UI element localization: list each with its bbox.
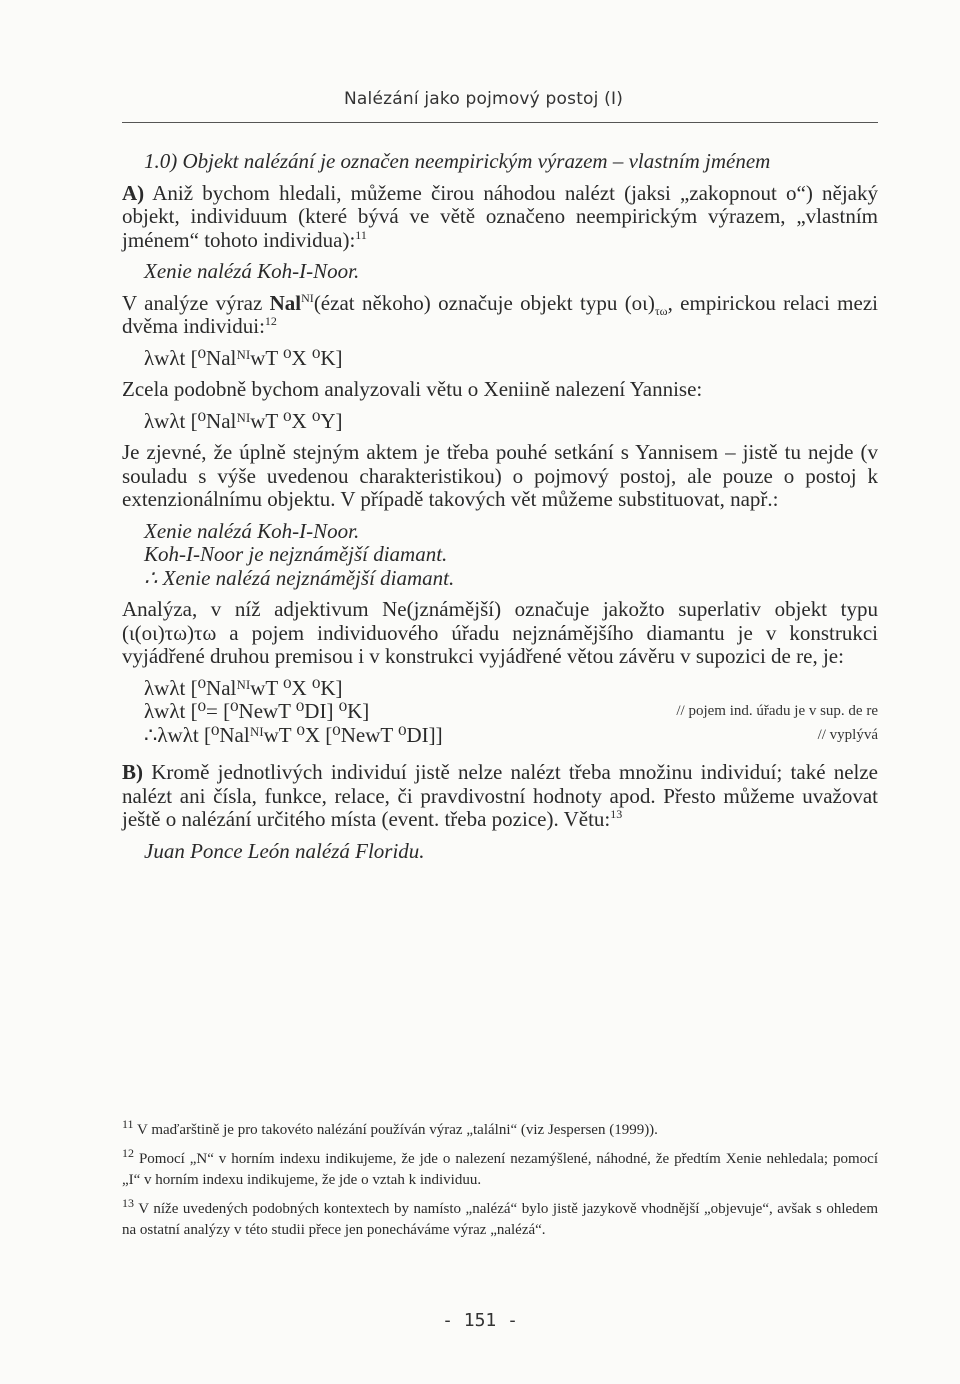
example-1: Xenie nalézá Koh-I-Noor. [144,259,360,283]
example-4: ∴ Xenie nalézá nejznámější diamant. [144,565,455,590]
formula-1: λwλt [⁰NalᴺᴵwT ⁰X ⁰K] [144,345,343,370]
footnote-12 [122,1146,879,1191]
footnote-11 [122,1117,878,1141]
formula-2: λwλt [⁰NalᴺᴵwT ⁰X ⁰Y] [144,408,343,433]
footnote-ref-11: 11 [355,227,367,242]
running-header: Nalézání jako pojmový postoj (I) [344,89,624,109]
analysis-text-3: , empirickou relaci mezi dvěma individui: [122,290,878,338]
analysis-nal: Nal [269,290,302,315]
footnote-ref-13: 13 [610,807,623,821]
example-3: Koh-I-Noor je nejznámější diamant. [144,542,448,566]
footnotes [122,1117,879,1249]
formula-4-note: // pojem ind. úřadu je v sup. de re [676,703,878,719]
paragraph-3: Je zjevné, že úplně stejným aktem je třeba pouhé setkání s Yannisem – jistě tu nejde (v souladu s výše uvedenou charakteristikou) o pojmový postoj, ale pouze o postoj k extenzionálnímu objektu. V případě takových vět můžeme substituovat, např.: [122,440,878,511]
formula-3: λwλt [⁰NalᴺᴵwT ⁰X ⁰K] [144,675,343,700]
analysis-text-1: V analýze výraz [122,290,270,315]
footnote-13-text: V níže uvedených podobných kontextech by namísto „nalézá“ bylo jistě jazykově vhodnější „objevuje“, avšak s ohledem na ostatní analýzy v této studii přece jen ponecháváme výraz „nalézá“. [122,1201,878,1238]
header-rule [122,122,878,123]
intro-2: Zcela podobně bychom analyzovali větu o Xeniině nalezení Yannise: [122,377,703,401]
section-title-text: 1.0) Objekt nalézání je označen neempirickým výrazem – vlastním jménem [144,149,771,173]
example-2: Xenie nalézá Koh-I-Noor. [144,518,360,543]
footnote-ref-12: 12 [264,314,277,328]
paragraph-b-text: Kromě jednotlivých individuí jistě nelze nalézt třeba množinu individuí; také nelze nalézt ani čísla, funkce, relace, či pravdivostní hodnoty apod. Přesto můžeme uvažovat ještě o nalézání určitého místa (event. třeba pozice). Větu: [122,760,878,831]
analysis-paragraph [122,292,878,339]
formula-5-note: // vyplývá [817,726,878,743]
page-number: - 151 - [442,1310,518,1331]
footnote-13 [122,1196,878,1241]
paragraph-4: Analýza, v níž adjektivum Ne(jznámější) označuje jakožto superlativ objekt typu (ι(οι)τω)τω a pojem individuového úřadu nejznámějšího diamantu je v konstrukci vyjádřené druhou premisou i v konstrukci vyjádřené větou závěru v supozici de re, je: [122,597,878,668]
footnote-12-text: Pomocí „N“ v horním indexu indikujeme, že jde o nalezení nezamýšlené, náhodné, že předtím Xenie nehledala; pomocí „I“ v horním indexu indikujeme, že jde o vztah k individuu. [122,1151,879,1188]
footnote-12-num: 12 [122,1146,134,1160]
analysis-sub: τω [654,303,668,318]
formula-5-row [122,724,878,748]
paragraph-a-text: Aniž bychom hledali, můžeme čirou náhodou nalézt (jaksi „zakopnout o“) nějaký objekt, individuum (které bývá ve větě označeno neempirickým výrazem, „vlastním jménem“ tohoto individua): [122,180,878,252]
formula-4-row [122,700,878,724]
footnote-11-num: 11 [122,1117,134,1131]
footnote-11-text: V maďarštině je pro takovéto nalézání používán výraz „találni“ (viz Jespersen (1999)). [137,1122,658,1138]
paragraph-b [122,761,878,832]
formula-5: ∴λwλt [⁰NalᴺᴵwT ⁰X [⁰NewT ⁰DI]] [144,722,443,747]
footnote-13-num: 13 [122,1196,134,1210]
formula-4: λwλt [⁰= [⁰NewT ⁰DI] ⁰K] [144,699,370,723]
example-5: Juan Ponce León nalézá Floridu. [144,838,425,863]
main-text [122,150,878,863]
section-title [122,150,878,174]
label-b: B) [122,760,143,784]
label-a: A) [122,180,145,205]
analysis-sup: NI [301,290,314,305]
paragraph-a [122,182,878,253]
analysis-text-2: (ézat někoho) označuje objekt typu (οι) [313,290,655,315]
